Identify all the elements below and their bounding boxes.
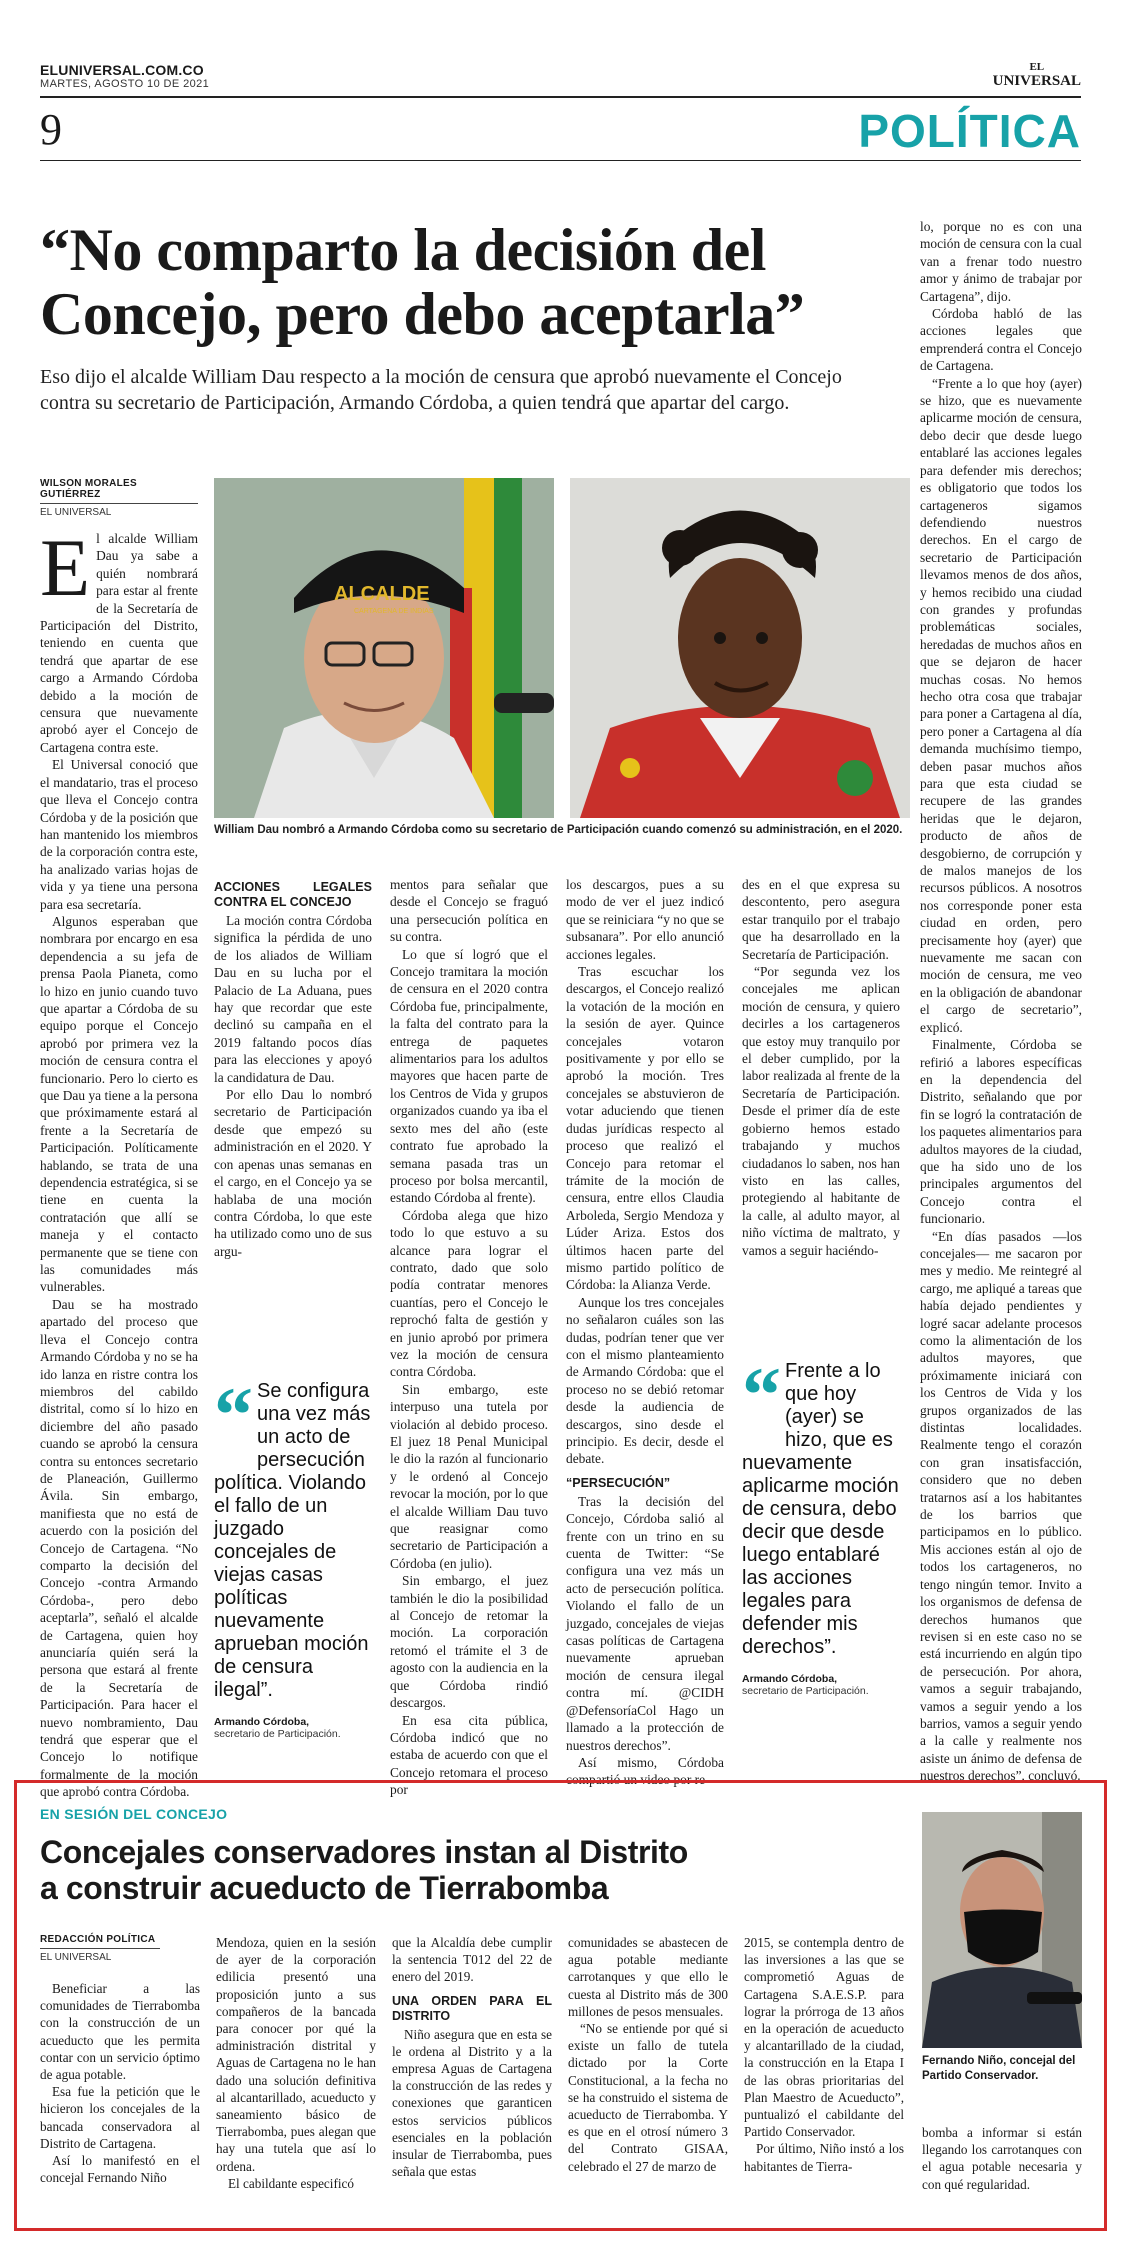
subhead-acciones-legales: ACCIONES LEGALES CONTRA EL CONCEJO xyxy=(214,880,372,909)
author-outlet: EL UNIVERSAL xyxy=(40,507,112,518)
paragraph: bomba a informar si están llegando los carrotanques con el agua potable necesaria y con qué regularidad. xyxy=(922,2125,1082,2192)
article-byline xyxy=(40,478,198,518)
paragraph: Así mismo, Córdoba compartió un video por re- xyxy=(566,1754,724,1788)
article-2-column-5 xyxy=(744,1934,904,2175)
photo-fernando-nino xyxy=(922,1812,1082,2048)
paragraph: “Por segunda vez los concejales me aplican moción de censura, y quiero decirles a los cartageneros que estoy muy tranquilo por el deber cumplido, por la labor realizada al frente de la Secretaría de Participación. Desde el primer día de este gobierno hemos estado trabajando y muchos ciudadanos lo saben, nos han visto en las calles, protegiendo al habitante de la calle, al adulto mayor, al niño víctima de maltrato, y vamos a seguir haciéndo- xyxy=(742,964,900,1258)
photo-armando-cordoba-image xyxy=(570,478,910,818)
paragraph: En esa cita pública, Córdoba indicó que no estaba de acuerdo con que el Concejo retomara el proceso por xyxy=(390,1712,548,1798)
subhead-orden-distrito: UNA ORDEN PARA EL DISTRITO xyxy=(392,1993,552,2023)
article-headline xyxy=(40,218,900,346)
article-2-kicker: EN SESIÓN DEL CONCEJO xyxy=(40,1806,228,1822)
paragraph: Tras la decisión del Concejo, Córdoba salió al frente con un trino en su cuenta de Twitter: “Se configura una vez más un acto de persecución política. Violando el fallo de un juzgado, concejales de viejas casas políticas de Cartagena nuevamente aprueban moción de censura ilegal contra mí. @CIDH @DefensoríaCol Hago un llamado a la protección de nuestros derechos”. xyxy=(566,1493,724,1753)
paragraph: Aunque los tres concejales no señalaron cuáles son las dudas, podrían tener que ver con el mismo planteamiento de Armando Córdoba: que el proceso no se debió retomar desde la audiencia de descargos, sino desde el principio. Es decir, desde el debate. xyxy=(566,1294,724,1467)
pull-quote-text: Frente a lo que hoy (ayer) se hizo, que es nuevamente aplicarme moción de censura, debo decir que desde luego entablaré las acciones legales para defender mis derechos”. xyxy=(742,1360,899,1658)
article-2-photo-caption: Fernando Niño, concejal del Partido Conservador. xyxy=(922,2055,1076,2082)
paragraph: lo, porque no es con una moción de censura con la cual van a frenar todo nuestro amor y ánimo de trabajar por Cartagena”, dijo. xyxy=(920,219,1082,304)
paragraph: Lo que sí logró que el Concejo tramitara la moción de censura en el 2020 contra Córdoba fue, principalmente, la falta del contrato para la entrega de paquetes alimentarios para los adultos mayores que hacen parte de los Centros de Vida y grupos organizados cuando ya iba el sexto mes del año (este contrato fue aprobado la semana pasada tras un proceso por bolsa mercantil, estando Córdoba al frente). xyxy=(390,946,548,1206)
article-column-2 xyxy=(214,876,372,1260)
paragraph: La moción contra Córdoba significa la pérdida de uno de los aliados de William Dau en su lucha por el Palacio de La Aduana, pues hay que recordar que este declinó su campaña en el 2019 faltando pocos días para las elecciones y apoyó la candidatura de Dau. xyxy=(214,913,372,1085)
pull-quote-role: secretario de Participación. xyxy=(214,1728,341,1740)
article-column-1 xyxy=(40,522,198,1801)
drop-cap: E xyxy=(40,522,91,613)
page-number: 9 xyxy=(40,105,62,154)
headline-line-1: Concejales conservadores instan al Distrito xyxy=(40,1834,688,1870)
paragraph: Tras escuchar los descargos, el Concejo realizó la votación de la moción en la sesión de ayer. Quince concejales votaron positivamente y por ello se aprobó la moción. Tres concejales se abstuvieron de votar aduciendo que tienen dudas jurídicas respecto al proceso que realizó el Concejo para retomar el trámite de la moción de censura, entre ellos Claudia Arboleda, Sergio Mendoza y Lúder Ariza. Estos dos últimos hacen parte del mismo partido político de Córdoba: la Alianza Verde. xyxy=(566,964,724,1293)
quote-mark-icon: “ xyxy=(742,1351,781,1438)
paragraph: Algunos esperaban que nombrara por encargo en esa dependencia a su jefa de prensa Paola Pianeta, como lo hizo en junio cuando tuvo que apartar a Córdoba de su equipo porque el Concejo aprobó por primera vez la moción de censura contra el funcionario. Pero lo cierto es que Dau ya tiene a la persona que próximamente estará al frente a la Secretaría de Participación. Políticamente hablando, se trata de una dependencia estratégica, si se tiene en cuenta la contratación que allí se maneja y el contacto permanente que se tiene con las comunidades más vulnerables. xyxy=(40,913,198,1295)
section-title: POLÍTICA xyxy=(858,105,1081,157)
article-dek: Eso dijo el alcalde William Dau respecto a la moción de censura que aprobó nuevamente el Concejo contra su secretario de Participación, Armando Córdoba, a quien tendrá que apartar del cargo. xyxy=(40,366,842,414)
logo-bottom: UNIVERSAL xyxy=(992,73,1081,89)
headline-line-2: Concejo, pero debo aceptarla” xyxy=(40,281,805,347)
photo-william-dau xyxy=(214,478,554,818)
author-outlet: EL UNIVERSAL xyxy=(40,1952,112,1963)
paragraph: Córdoba alega que hizo todo lo que estuvo a su alcance para lograr el contrato, dado que solo podía contratar menores cuantías, pero el Concejo le reprochó falta de gestión y en junio aprobó por primera vez la moción de censura contra Córdoba. xyxy=(390,1207,548,1380)
paragraph: Niño asegura que en esta se le ordena al Distrito y a la empresa Aguas de Cartagena la construcción de las redes y conexiones que garanticen estos servicios públicos esenciales en la población insular de Tierrabomba, pues señala que estas xyxy=(392,2026,552,2180)
paragraph: mentos para señalar que desde el Concejo se fraguó una persecución política en su contra. xyxy=(390,877,548,945)
paragraph: El Universal conoció que el mandatario, tras el proceso que lleva el Concejo contra Córdoba y de la posición que han mantenido los miembros de la corporación contra este, ha analizado varias hojas de vida y ya tiene una persona para esa secretaría. xyxy=(40,757,198,912)
paragraph: Mendoza, quien en la sesión de ayer de la corporación edilicia presentó una proposición junto a sus compañeros de la bancada para conocer por qué la administración distrital y Aguas de Cartagena no le han dado una solución definitiva al alcantarillado, acueducto y saneamiento básico de Tierrabomba, pues alegan que hay una tutela que así lo ordena. xyxy=(216,1935,376,2174)
article-2-column-1 xyxy=(40,1980,200,2186)
paragraph: Beneficiar a las comunidades de Tierrabomba con la construcción de un acueducto que les permita contar con un servicio óptimo de agua potable. xyxy=(40,1981,200,2083)
paragraph: Finalmente, Córdoba se refirió a labores específicas en la dependencia del Distrito, señalando que por fin se logró la contratación de los paquetes alimentarios para adultos mayores de la ciudad, que ha sido uno de los principales argumentos del Concejo contra el funcionario. xyxy=(920,1037,1082,1227)
paragraph: 2015, se contempla dentro de las inversiones a las que se comprometió Aguas de Cartagena S.A.E.S.P. para lograr la prórroga de 13 años en la operación de acueducto y alcantarillado de la ciudad, la construcción en la Etapa I de las obras prioritarias del Plan Maestro de Acueducto”, puntualizó el cabildante del Partido Conservador. xyxy=(744,1935,904,2140)
paragraph: Córdoba habló de las acciones legales que emprenderá contra el Concejo de Cartagena. xyxy=(920,306,1082,374)
article-2-byline xyxy=(40,1934,160,1963)
article-2-column-6 xyxy=(922,2124,1082,2193)
article-2-column-3 xyxy=(392,1934,552,2180)
pull-quote-role: secretario de Participación. xyxy=(742,1685,869,1697)
section-rule xyxy=(40,160,1081,161)
pull-quote-text: Se configura una vez más un acto de persecución política. Violando el fallo de un juzgado concejales de viejas casas políticas nuevamente aprueban moción de censura ilegal”. xyxy=(214,1380,371,1701)
site-url[interactable]: ELUNIVERSAL.COM.CO xyxy=(40,62,204,78)
cap-subtext: CARTAGENA DE INDIAS xyxy=(354,608,434,615)
article-column-3 xyxy=(390,876,548,1799)
quote-mark-icon: “ xyxy=(214,1371,253,1458)
author-name: REDACCIÓN POLÍTICA xyxy=(40,1934,160,1949)
headline-line-1: “No comparto la decisión del xyxy=(40,217,766,283)
article-2-column-4 xyxy=(568,1934,728,2175)
paragraph: Por último, Niño instó a los habitantes de Tierra- xyxy=(744,2141,904,2174)
header-rule xyxy=(40,96,1081,98)
newspaper-logo xyxy=(993,60,1081,88)
cap-text: ALCALDE xyxy=(334,583,430,605)
logo-top: EL xyxy=(1029,61,1045,73)
paragraph: Sin embargo, el juez también le dio la posibilidad al Concejo de retomar la moción. La corporación retomó el trámite el 3 de agosto con la audiencia en la que Córdoba rindió descargos. xyxy=(390,1573,548,1711)
photo-william-dau-image xyxy=(214,478,554,818)
photo-fernando-nino-image xyxy=(922,1812,1082,2048)
paragraph: Sin embargo, este interpuso una tutela por violación al debido proceso. El juez 18 Penal Municipal le dio la razón al funcionario y le ordenó al Concejo revocar la moción, por lo que el alcalde William Dau tuvo que reasignar como secretario de Participación a Córdoba (en julio). xyxy=(390,1381,548,1571)
paragraph: des en el que expresa su descontento, pero asegura estar tranquilo por el trabajo que ha desarrollado en la Secretaría de Participación. xyxy=(742,877,900,962)
pull-quote-author: Armando Córdoba, xyxy=(742,1673,838,1685)
article-column-4 xyxy=(566,876,724,1789)
paragraph: “No se entiende por qué si existe un fallo de tutela dictado por la Corte Constitucional, a la fecha no se ha construido el sistema de acueducto de Tierrabomba. Y es que en el otrosí número 3 del Contrato GISAA, celebrado el 27 de marzo de xyxy=(568,2021,728,2174)
article-2-headline xyxy=(40,1834,860,1906)
pull-quote-1 xyxy=(214,1371,374,1740)
paragraph: Dau se ha mostrado apartado del proceso que lleva el Concejo contra Armando Córdoba y no se ha ido lanza en ristre contra los miembros del cabildo distrital, como sí lo hizo en diciembre del año pasado cuando se aprobó la censura contra su entonces secretario de Planeación, Guillermo Ávila. Sin embargo, manifiesta que no está de acuerdo con la posición del Concejo de Cartagena. “No comparto la decisión del Concejo -contra Armando Córdoba-, pero debo aceptarla”, señaló el alcalde de Cartagena, quien hoy anunciaría quién será la persona que estará al frente de la Secretaría de Participación. Para hacer el nuevo nombramiento, Dau tendrá que esperar que el Concejo lo notifique formalmente de la moción que aprobó contra Córdoba. xyxy=(40,1296,198,1800)
author-name: WILSON MORALES GUTIÉRREZ xyxy=(40,478,198,504)
paragraph: “En días pasados —los concejales— me sacaron por mes y medio. Me reintegré al cargo, me apliqué a tareas que había dejado pendientes y logré sacar adelante procesos como la alimentación de los adultos mayores, que próximamente iniciará con los Centros de Vida y los grupos organizados de las distintas localidades. Realmente tengo el corazón con gran insatisfacción, considero que no deben tratarnos así a los habitantes de los barrios que participamos en lo público. Mis acciones están al ojo de todos los cartageneros, no tengo ningún temor. Invito a los organismos de defensa de derechos humanos que revisen si en este caso no se está incurriendo en algún tipo de persecución. Por ahora, vamos a seguir trabajando, vamos a seguir yendo a los barrios, vamos a seguir yendo a la calle y realmente nos asiste un ánimo de defensa de nuestros derechos”, concluyó. xyxy=(920,1228,1082,1784)
paragraph: Así lo manifestó en el concejal Fernando Niño xyxy=(40,2153,200,2186)
article-column-6 xyxy=(920,218,1082,1785)
paragraph: comunidades se abastecen de agua potable mediante carrotanques y que ello le cuesta al Distrito más de 300 millones de pesos mensuales. xyxy=(568,1935,728,2019)
paragraph: los descargos, pues a su modo de ver el juez indicó que se reiniciara “y no que se subsanara”. Por ello anunció acciones legales. xyxy=(566,877,724,962)
subhead-persecucion: “PERSECUCIÓN” xyxy=(566,1475,671,1490)
paragraph: Esa fue la petición que le hicieron los concejales de la bancada conservadora al Distrito de Cartagena. xyxy=(40,2084,200,2151)
paragraph: El cabildante especificó xyxy=(228,2175,354,2191)
pull-quote-2 xyxy=(742,1351,902,1697)
photo-caption: William Dau nombró a Armando Córdoba como su secretario de Participación cuando comenzó su administración, en el 2020. xyxy=(214,824,903,836)
headline-line-2: a construir acueducto de Tierrabomba xyxy=(40,1870,609,1906)
issue-date: MARTES, AGOSTO 10 DE 2021 xyxy=(40,78,210,90)
photo-armando-cordoba xyxy=(570,478,910,818)
article-column-5 xyxy=(742,876,900,1259)
pull-quote-author: Armando Córdoba, xyxy=(214,1716,310,1728)
paragraph: “Frente a lo que hoy (ayer) se hizo, que es nuevamente aplicarme moción de censura, debo decir que desde luego entablaré las acciones legales para defender mis derechos; es obligatorio que todos los cartageneros sigamos defendiendo nuestros derechos. En el cargo de secretario de Participación llevamos menos de dos años, y hemos recibido una ciudad con grandes y profundas problemáticas sociales, heredadas de muchos años en que se dejaron de hacer muchas cosas. No hemos hecho otra cosa que trabajar para poner a Cartagena al día, pero poner a Cartagena al día demanda muchísimo tiempo, deben pasar muchos años para que esta ciudad se recupere de las grandes heridas que le dejaron, producto de años de desgobierno, de corrupción y de malos manejos de los recursos públicos. A nosotros nos corresponde poner esta ciudad en orden, pero precisamente hoy (ayer) que nuevamente me sacan con moción de censura, me veo en la obligación de abandonar el cargo de secretario”, explicó. xyxy=(920,375,1082,1035)
paragraph: El alcalde William Dau ya sabe a quién nombrará para estar al frente de la Secretaría de Participación del Distrito, teniendo en cuenta que tendrá que apartar de ese cargo a Armando Córdoba debido a la moción de censura que nuevamente aprobó ayer el Concejo de Cartagena contra este. xyxy=(40,522,198,755)
article-2-column-2 xyxy=(216,1934,376,2192)
paragraph: que la Alcaldía debe cumplir la sentencia T012 del 22 de enero del 2019. xyxy=(392,1935,552,1985)
paragraph: Por ello Dau lo nombró secretario de Participación desde que empezó su administración en el 2020. Y con apenas unas semanas en el cargo, en el Concejo ya se hablaba de una moción contra Córdoba, lo que este ha utilizado como uno de sus argu- xyxy=(214,1087,372,1259)
